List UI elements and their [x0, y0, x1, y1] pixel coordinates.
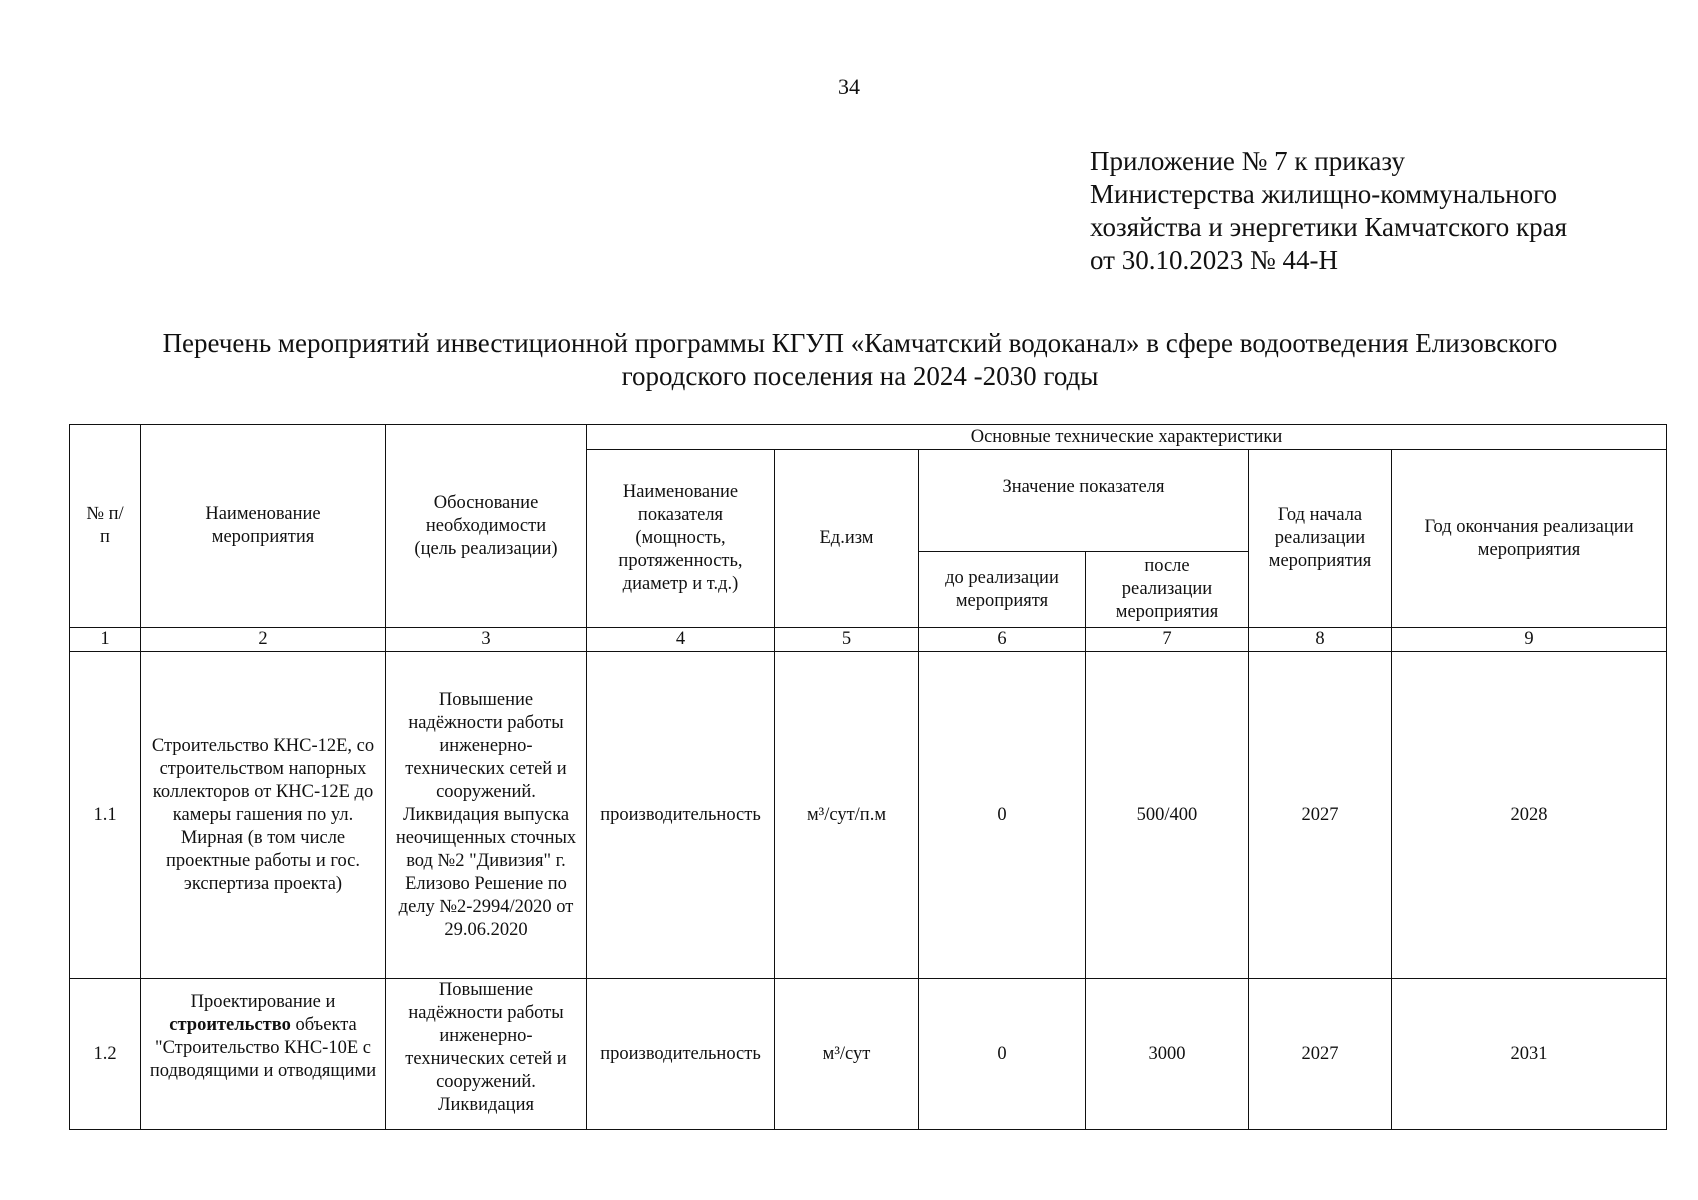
row-1-after: 500/400: [1086, 652, 1249, 979]
appendix-line-2: Министерства жилищно-коммунального: [1090, 179, 1558, 209]
row-2-start-year: 2027: [1249, 979, 1392, 1130]
row-2-unit: м³/сут: [775, 979, 919, 1130]
row-2-indicator: производительность: [587, 979, 775, 1130]
row-2-end-year: 2031: [1392, 979, 1667, 1130]
header-tech-group: Основные технические характеристики: [587, 425, 1667, 450]
column-number-5: 5: [775, 628, 919, 652]
column-number-9: 9: [1392, 628, 1667, 652]
header-start-year: Год начала реализации мероприятия: [1249, 450, 1392, 628]
title-line-1: Перечень мероприятий инвестиционной программы КГУП «Камчатский водоканал» в сфере водоотведения Елизовского: [162, 328, 1558, 358]
appendix-block: [1090, 145, 1567, 277]
row-1-start-year: 2027: [1249, 652, 1392, 979]
row-2-name-suffix: объекта "Строительство КНС-10Е с подводящими и отводящими: [149, 1015, 377, 1081]
column-number-3: 3: [386, 628, 587, 652]
row-2-num: 1.2: [70, 979, 141, 1130]
header-before: до реализации мероприятя: [919, 552, 1086, 628]
row-1-unit: м³/сут/п.м: [775, 652, 919, 979]
column-number-1: 1: [70, 628, 141, 652]
header-end-year: Год окончания реализации мероприятия: [1392, 450, 1667, 628]
column-number-6: 6: [919, 628, 1086, 652]
column-number-4: 4: [587, 628, 775, 652]
appendix-line-3: хозяйства и энергетики Камчатского края: [1090, 212, 1568, 242]
header-after: после реализации мероприятия: [1086, 552, 1249, 628]
row-1-indicator: производительность: [587, 652, 775, 979]
row-2-after: 3000: [1086, 979, 1249, 1130]
table-row: [70, 652, 1667, 979]
page-number: 34: [838, 74, 860, 99]
row-2-name-bold: строительство: [169, 1015, 291, 1035]
measures-table: [69, 424, 1667, 1130]
row-1-reason: Повышение надёжности работы инженерно-технических сетей и сооружений. Ликвидация выпуска неочищенных сточных вод №2 "Дивизия" г. Елизово Решение по делу №2-2994/2020 от 29.06.2020: [386, 652, 587, 979]
header-reason: Обоснование необходимости (цель реализации): [386, 425, 587, 628]
row-2-reason: Повышение надёжности работы инженерно-технических сетей и сооружений. Ликвидация: [405, 980, 567, 1115]
row-1-num: 1.1: [70, 652, 141, 979]
row-1-before: 0: [919, 652, 1086, 979]
column-number-7: 7: [1086, 628, 1249, 652]
header-name: Наименование мероприятия: [141, 425, 386, 628]
appendix-line-1: Приложение № 7 к приказу: [1090, 146, 1405, 176]
row-2-name-prefix: Проектирование и: [190, 992, 336, 1012]
title-line-2: городского поселения на 2024 -2030 годы: [621, 361, 1099, 391]
row-1-name: Строительство КНС-12Е, со строительством напорных коллекторов от КНС-12Е до камеры гашения по ул. Мирная (в том числе проектные работы и гос. экспертиза проекта): [141, 652, 386, 979]
header-num: № п/п: [70, 425, 141, 628]
header-unit: Ед.изм: [775, 450, 919, 628]
column-number-8: 8: [1249, 628, 1392, 652]
row-1-end-year: 2028: [1392, 652, 1667, 979]
header-indicator: Наименование показателя (мощность, протяженность, диаметр и т.д.): [587, 450, 775, 628]
header-value-group: Значение показателя: [919, 450, 1249, 552]
table-row: [70, 979, 1667, 1130]
document-title: [60, 327, 1660, 393]
row-2-name: [141, 979, 386, 1130]
row-2-reason-cell: [386, 979, 587, 1130]
column-number-2: 2: [141, 628, 386, 652]
appendix-line-4: от 30.10.2023 № 44-Н: [1090, 245, 1338, 275]
row-2-before: 0: [919, 979, 1086, 1130]
